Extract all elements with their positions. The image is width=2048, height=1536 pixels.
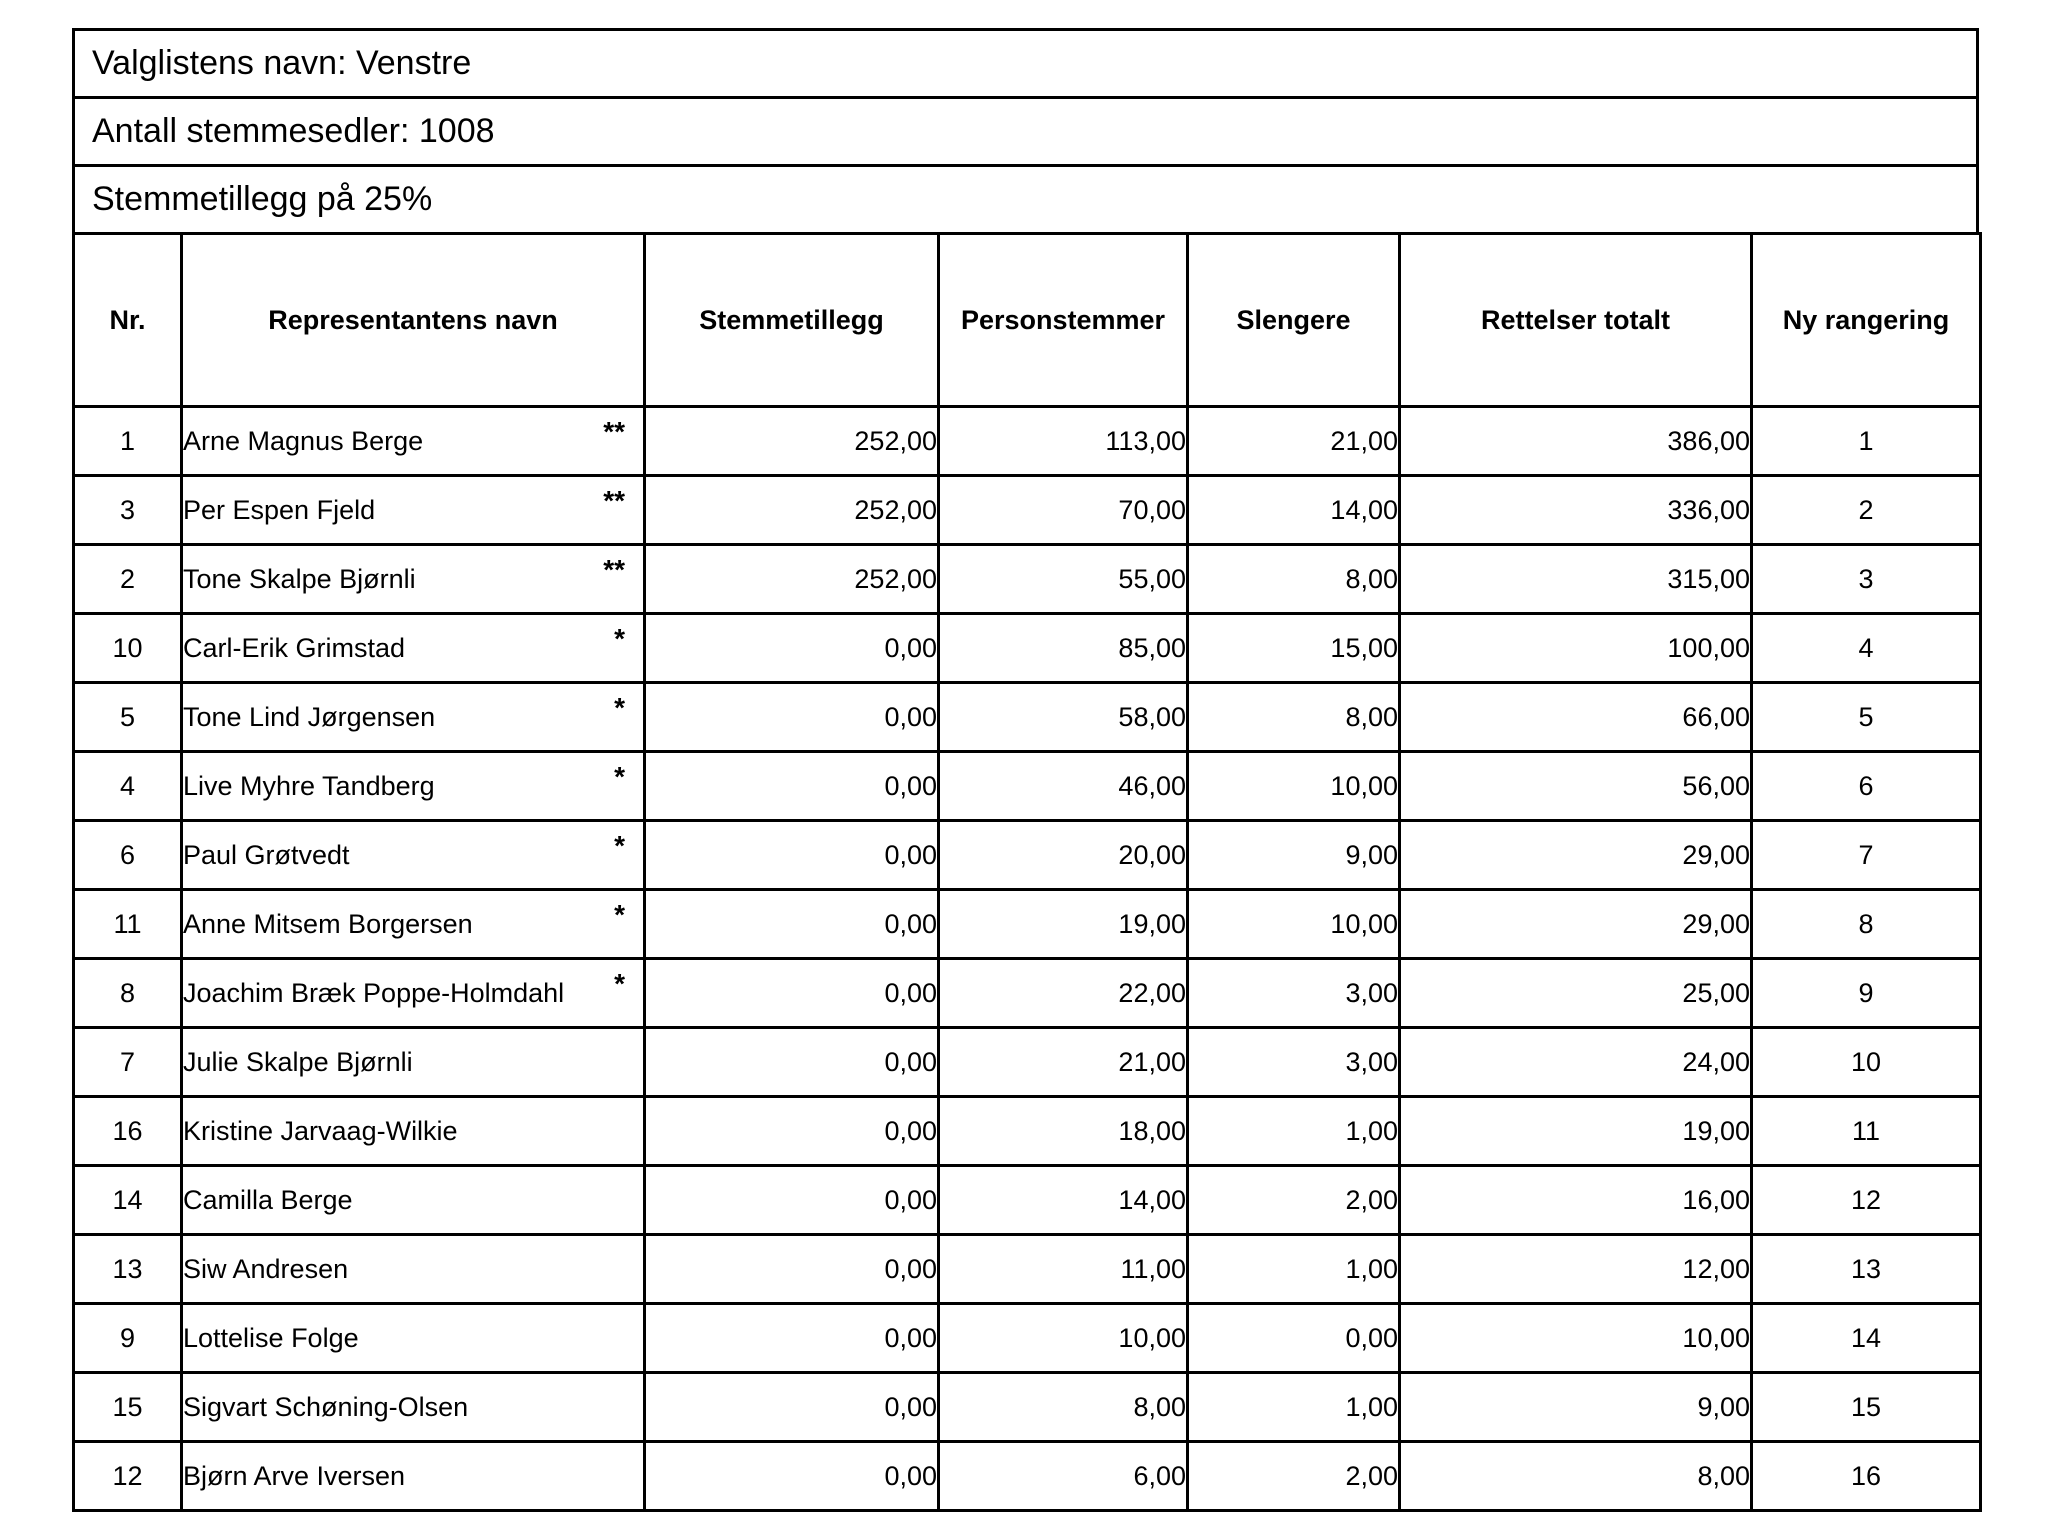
cell-rangering: 10	[1752, 1028, 1981, 1097]
election-report	[72, 28, 1979, 1512]
table-row	[74, 752, 1981, 821]
cell-rangering: 13	[1752, 1235, 1981, 1304]
table-row	[74, 545, 1981, 614]
cell-rettelser: 336,00	[1400, 476, 1752, 545]
header-rangering: Ny rangering	[1752, 234, 1981, 407]
header-personstemmer: Personstemmer	[939, 234, 1188, 407]
candidate-name: Carl-Erik Grimstad	[183, 632, 406, 663]
cell-nr: 16	[74, 1097, 182, 1166]
cell-slengere: 3,00	[1188, 1028, 1400, 1097]
cell-slengere: 10,00	[1188, 890, 1400, 959]
cell-personstemmer: 14,00	[939, 1166, 1188, 1235]
cell-stemmetillegg: 0,00	[645, 752, 939, 821]
cell-stemmetillegg: 0,00	[645, 1028, 939, 1097]
cell-stemmetillegg: 0,00	[645, 614, 939, 683]
header-name: Representantens navn	[182, 234, 645, 407]
table-row	[74, 476, 1981, 545]
cell-name	[182, 1373, 645, 1442]
cell-name	[182, 1028, 645, 1097]
cell-rangering: 12	[1752, 1166, 1981, 1235]
cell-personstemmer: 20,00	[939, 821, 1188, 890]
candidate-name: Lottelise Folge	[183, 1322, 359, 1353]
candidate-name: Joachim Bræk Poppe-Holmdahl	[183, 977, 565, 1008]
cell-rettelser: 16,00	[1400, 1166, 1752, 1235]
cell-rettelser: 66,00	[1400, 683, 1752, 752]
cell-personstemmer: 113,00	[939, 407, 1188, 476]
cell-personstemmer: 21,00	[939, 1028, 1188, 1097]
cell-name	[182, 752, 645, 821]
header-nr: Nr.	[74, 234, 182, 407]
cell-rangering: 11	[1752, 1097, 1981, 1166]
mark-stars: *	[614, 761, 625, 792]
cell-rettelser: 24,00	[1400, 1028, 1752, 1097]
cell-nr: 1	[74, 407, 182, 476]
table-row	[74, 1304, 1981, 1373]
candidate-name: Tone Skalpe Bjørnli	[183, 563, 416, 594]
cell-rettelser: 9,00	[1400, 1373, 1752, 1442]
cell-personstemmer: 18,00	[939, 1097, 1188, 1166]
cell-rettelser: 386,00	[1400, 407, 1752, 476]
cell-stemmetillegg: 0,00	[645, 890, 939, 959]
table-row	[74, 683, 1981, 752]
cell-rettelser: 100,00	[1400, 614, 1752, 683]
cell-slengere: 8,00	[1188, 545, 1400, 614]
cell-rettelser: 10,00	[1400, 1304, 1752, 1373]
cell-rangering: 9	[1752, 959, 1981, 1028]
candidate-name: Paul Grøtvedt	[183, 839, 350, 870]
cell-slengere: 3,00	[1188, 959, 1400, 1028]
cell-personstemmer: 46,00	[939, 752, 1188, 821]
cell-name	[182, 407, 645, 476]
cell-nr: 4	[74, 752, 182, 821]
header-row	[74, 234, 1981, 407]
table-row	[74, 1097, 1981, 1166]
table-row	[74, 1235, 1981, 1304]
table-row	[74, 1166, 1981, 1235]
cell-rettelser: 19,00	[1400, 1097, 1752, 1166]
cell-nr: 2	[74, 545, 182, 614]
cell-nr: 9	[74, 1304, 182, 1373]
cell-name	[182, 1097, 645, 1166]
cell-rettelser: 315,00	[1400, 545, 1752, 614]
cell-name	[182, 683, 645, 752]
candidate-name: Tone Lind Jørgensen	[183, 701, 436, 732]
cell-slengere: 9,00	[1188, 821, 1400, 890]
cell-stemmetillegg: 252,00	[645, 407, 939, 476]
candidate-name: Live Myhre Tandberg	[183, 770, 435, 801]
candidate-name: Camilla Berge	[183, 1184, 353, 1215]
cell-personstemmer: 70,00	[939, 476, 1188, 545]
cell-rettelser: 29,00	[1400, 890, 1752, 959]
cell-rangering: 8	[1752, 890, 1981, 959]
mark-stars: *	[614, 623, 625, 654]
cell-rangering: 4	[1752, 614, 1981, 683]
cell-name	[182, 890, 645, 959]
cell-rettelser: 12,00	[1400, 1235, 1752, 1304]
cell-name	[182, 476, 645, 545]
cell-name	[182, 1304, 645, 1373]
cell-nr: 13	[74, 1235, 182, 1304]
cell-slengere: 21,00	[1188, 407, 1400, 476]
mark-stars: *	[614, 692, 625, 723]
header-rettelser: Rettelser totalt	[1400, 234, 1752, 407]
cell-nr: 12	[74, 1442, 182, 1511]
header-slengere: Slengere	[1188, 234, 1400, 407]
cell-nr: 15	[74, 1373, 182, 1442]
cell-slengere: 2,00	[1188, 1166, 1400, 1235]
cell-name	[182, 821, 645, 890]
results-table	[72, 232, 1982, 1512]
cell-stemmetillegg: 0,00	[645, 1442, 939, 1511]
cell-personstemmer: 58,00	[939, 683, 1188, 752]
cell-personstemmer: 85,00	[939, 614, 1188, 683]
cell-stemmetillegg: 252,00	[645, 476, 939, 545]
cell-personstemmer: 10,00	[939, 1304, 1188, 1373]
cell-slengere: 8,00	[1188, 683, 1400, 752]
mark-stars: **	[603, 554, 625, 585]
mark-stars: *	[614, 968, 625, 999]
cell-nr: 11	[74, 890, 182, 959]
cell-personstemmer: 6,00	[939, 1442, 1188, 1511]
candidate-name: Per Espen Fjeld	[183, 494, 376, 525]
header-stemmetillegg: Stemmetillegg	[645, 234, 939, 407]
cell-rettelser: 8,00	[1400, 1442, 1752, 1511]
cell-rettelser: 29,00	[1400, 821, 1752, 890]
cell-slengere: 0,00	[1188, 1304, 1400, 1373]
cell-nr: 6	[74, 821, 182, 890]
cell-rangering: 1	[1752, 407, 1981, 476]
ballot-count: Antall stemmesedler: 1008	[72, 96, 1979, 164]
cell-slengere: 2,00	[1188, 1442, 1400, 1511]
candidate-name: Siw Andresen	[183, 1253, 349, 1284]
cell-name	[182, 1442, 645, 1511]
candidate-name: Sigvart Schøning-Olsen	[183, 1391, 469, 1422]
cell-personstemmer: 19,00	[939, 890, 1188, 959]
cell-rettelser: 56,00	[1400, 752, 1752, 821]
mark-stars: **	[603, 485, 625, 516]
cell-personstemmer: 11,00	[939, 1235, 1188, 1304]
table-row	[74, 407, 1981, 476]
cell-nr: 10	[74, 614, 182, 683]
mark-stars: *	[614, 899, 625, 930]
cell-slengere: 10,00	[1188, 752, 1400, 821]
cell-nr: 7	[74, 1028, 182, 1097]
table-row	[74, 890, 1981, 959]
cell-rangering: 6	[1752, 752, 1981, 821]
cell-nr: 8	[74, 959, 182, 1028]
cell-rangering: 3	[1752, 545, 1981, 614]
candidate-name: Bjørn Arve Iversen	[183, 1460, 406, 1491]
candidate-name: Julie Skalpe Bjørnli	[183, 1046, 413, 1077]
cell-nr: 5	[74, 683, 182, 752]
cell-slengere: 15,00	[1188, 614, 1400, 683]
cell-rangering: 15	[1752, 1373, 1981, 1442]
table-row	[74, 1442, 1981, 1511]
cell-name	[182, 959, 645, 1028]
cell-stemmetillegg: 0,00	[645, 1097, 939, 1166]
cell-stemmetillegg: 0,00	[645, 1166, 939, 1235]
cell-nr: 3	[74, 476, 182, 545]
cell-slengere: 1,00	[1188, 1235, 1400, 1304]
cell-rangering: 5	[1752, 683, 1981, 752]
cell-name	[182, 1166, 645, 1235]
mark-stars: **	[603, 416, 625, 447]
cell-personstemmer: 22,00	[939, 959, 1188, 1028]
cell-name	[182, 614, 645, 683]
cell-stemmetillegg: 0,00	[645, 959, 939, 1028]
cell-name	[182, 545, 645, 614]
cell-slengere: 1,00	[1188, 1373, 1400, 1442]
cell-stemmetillegg: 0,00	[645, 1373, 939, 1442]
cell-rangering: 7	[1752, 821, 1981, 890]
table-row	[74, 821, 1981, 890]
cell-stemmetillegg: 0,00	[645, 821, 939, 890]
cell-personstemmer: 55,00	[939, 545, 1188, 614]
cell-stemmetillegg: 0,00	[645, 683, 939, 752]
list-name: Valglistens navn: Venstre	[72, 28, 1979, 96]
cell-slengere: 14,00	[1188, 476, 1400, 545]
table-row	[74, 1028, 1981, 1097]
candidate-name: Anne Mitsem Borgersen	[183, 908, 473, 939]
cell-stemmetillegg: 0,00	[645, 1304, 939, 1373]
vote-bonus: Stemmetillegg på 25%	[72, 164, 1979, 232]
cell-rangering: 16	[1752, 1442, 1981, 1511]
cell-rettelser: 25,00	[1400, 959, 1752, 1028]
cell-name	[182, 1235, 645, 1304]
cell-slengere: 1,00	[1188, 1097, 1400, 1166]
cell-stemmetillegg: 0,00	[645, 1235, 939, 1304]
cell-personstemmer: 8,00	[939, 1373, 1188, 1442]
table-row	[74, 1373, 1981, 1442]
cell-stemmetillegg: 252,00	[645, 545, 939, 614]
candidate-name: Kristine Jarvaag-Wilkie	[183, 1115, 458, 1146]
mark-stars: *	[614, 830, 625, 861]
cell-nr: 14	[74, 1166, 182, 1235]
cell-rangering: 14	[1752, 1304, 1981, 1373]
table-row	[74, 614, 1981, 683]
cell-rangering: 2	[1752, 476, 1981, 545]
table-row	[74, 959, 1981, 1028]
candidate-name: Arne Magnus Berge	[183, 425, 424, 456]
